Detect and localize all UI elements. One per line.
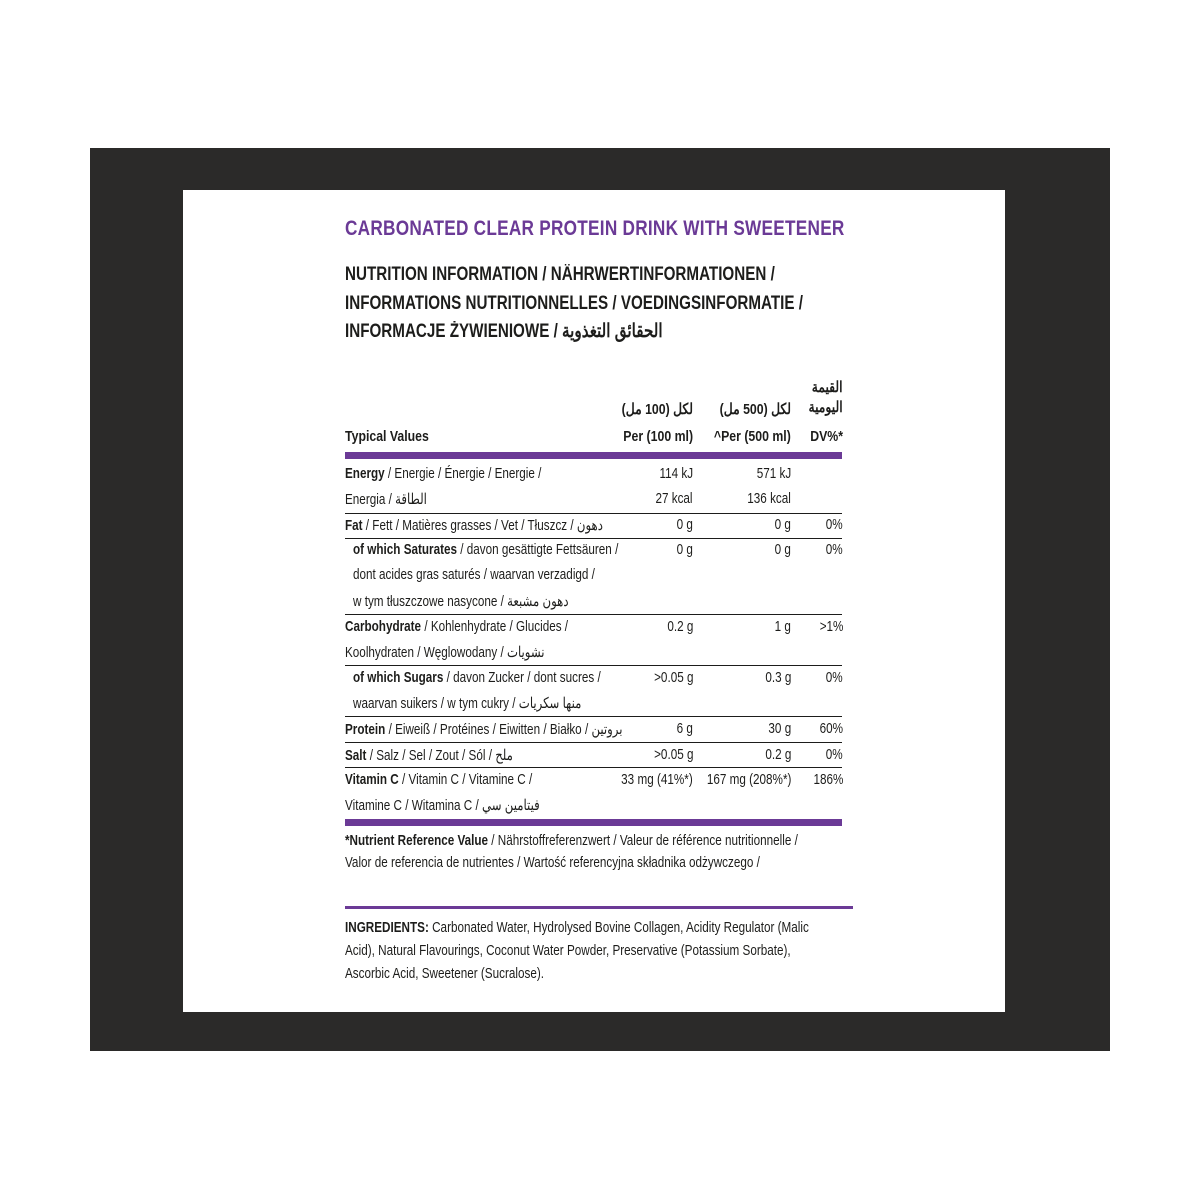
salt-dv: 0% bbox=[826, 746, 843, 763]
protein-100: 6 g bbox=[676, 720, 693, 737]
row-divider bbox=[345, 513, 842, 514]
energy-kcal-500: 136 kcal bbox=[747, 490, 791, 507]
carbs-label-2: Koolhydraten / Węglowodany / نشويات bbox=[345, 644, 545, 661]
col-dv-arabic-2: اليومية bbox=[808, 399, 843, 416]
saturates-label-3: w tym tłuszczowe nasycone / دهون مشبعة bbox=[353, 593, 569, 610]
product-title: CARBONATED CLEAR PROTEIN DRINK WITH SWEETENER bbox=[345, 217, 845, 240]
nrv-footnote-1: *Nutrient Reference Value / Nährstoffreferenzwert / Valeur de référence nutritionnelle / bbox=[345, 832, 798, 849]
row-divider bbox=[345, 538, 842, 539]
fat-500: 0 g bbox=[774, 516, 791, 533]
carbs-100: 0.2 g bbox=[666, 618, 693, 635]
fat-label: Fat / Fett / Matières grasses / Vet / Tłuszcz / دهون bbox=[345, 517, 603, 534]
vitc-label: Vitamin C / Vitamin C / Vitamine C / bbox=[345, 771, 533, 788]
vitc-label-2: Vitamine C / Witamina C / فيتامين سي bbox=[345, 797, 540, 814]
energy-kj-500: 571 kJ bbox=[756, 465, 791, 482]
row-divider bbox=[345, 767, 842, 768]
heading-arabic: الحقائق التغذوية bbox=[562, 321, 663, 342]
sugars-500: 0.3 g bbox=[764, 669, 791, 686]
carbs-500: 1 g bbox=[774, 618, 791, 635]
col-typical-values: Typical Values bbox=[345, 428, 429, 445]
energy-label: Energy / Energie / Énergie / Energie / bbox=[345, 465, 542, 482]
sugars-dv: 0% bbox=[826, 669, 843, 686]
vitc-500: 167 mg (208%*) bbox=[706, 771, 791, 788]
fat-dv: 0% bbox=[826, 516, 843, 533]
nutrition-heading-line1: NUTRITION INFORMATION / NÄHRWERTINFORMATIONEN / bbox=[345, 264, 775, 285]
vitc-dv: 186% bbox=[813, 771, 843, 788]
saturates-dv: 0% bbox=[826, 541, 843, 558]
ingredients-divider bbox=[345, 906, 853, 909]
row-divider bbox=[345, 742, 842, 743]
protein-dv: 60% bbox=[819, 720, 843, 737]
ingredients-line2: Acid), Natural Flavourings, Coconut Water Powder, Preservative (Potassium Sorbate), bbox=[345, 942, 791, 959]
saturates-500: 0 g bbox=[774, 541, 791, 558]
col-dv-arabic-1: القيمة bbox=[812, 379, 843, 396]
sugars-label: of which Sugars / davon Zucker / dont sucres / bbox=[353, 669, 601, 686]
saturates-100: 0 g bbox=[676, 541, 693, 558]
energy-label-2: Energia / الطاقة bbox=[345, 491, 427, 508]
vitc-100: 33 mg (41%*) bbox=[621, 771, 693, 788]
energy-kj-100: 114 kJ bbox=[659, 465, 693, 482]
sugars-label-2: waarvan suikers / w tym cukry / منها سكريات bbox=[353, 695, 582, 712]
ingredients-line1: INGREDIENTS: Carbonated Water, Hydrolysed Bovine Collagen, Acidity Regulator (Malic bbox=[345, 919, 809, 936]
heading-latin: INFORMACJE ŻYWIENIOWE / bbox=[345, 321, 558, 342]
saturates-label-2: dont acides gras saturés / waarvan verzadigd / bbox=[353, 566, 595, 583]
nutrition-heading-line3 bbox=[345, 320, 663, 343]
row-divider bbox=[345, 665, 842, 666]
nrv-footnote-2: Valor de referencia de nutrientes / Wartość referencyjna składnika odżywczego / bbox=[345, 854, 760, 871]
salt-label: Salt / Salz / Sel / Zout / Sól / ملح bbox=[345, 747, 513, 764]
fat-100: 0 g bbox=[676, 516, 693, 533]
saturates-label: of which Saturates / davon gesättigte Fettsäuren / bbox=[353, 541, 619, 558]
col-per100: Per (100 ml) bbox=[623, 428, 693, 445]
col-per500-arabic: لكل (500 مل) bbox=[719, 401, 791, 418]
header-divider bbox=[345, 452, 842, 459]
energy-kcal-100: 27 kcal bbox=[655, 490, 693, 507]
ingredients-line3: Ascorbic Acid, Sweetener (Sucralose). bbox=[345, 965, 544, 982]
protein-label: Protein / Eiweiß / Protéines / Eiwitten / Białko / بروتين bbox=[345, 721, 623, 738]
salt-100: >0.05 g bbox=[653, 746, 693, 763]
carbs-dv: >1% bbox=[819, 618, 843, 635]
col-per500: ^Per (500 ml) bbox=[714, 428, 791, 445]
row-divider bbox=[345, 614, 842, 615]
sugars-100: >0.05 g bbox=[653, 669, 693, 686]
col-per100-arabic: لكل (100 مل) bbox=[621, 401, 693, 418]
carbs-label: Carbohydrate / Kohlenhydrate / Glucides / bbox=[345, 618, 569, 635]
row-divider bbox=[345, 716, 842, 717]
protein-500: 30 g bbox=[768, 720, 791, 737]
nutrition-heading-line2: INFORMATIONS NUTRITIONNELLES / VOEDINGSINFORMATIE / bbox=[345, 293, 803, 314]
salt-500: 0.2 g bbox=[764, 746, 791, 763]
col-dv: DV%* bbox=[810, 428, 843, 445]
table-bottom-divider bbox=[345, 819, 842, 826]
